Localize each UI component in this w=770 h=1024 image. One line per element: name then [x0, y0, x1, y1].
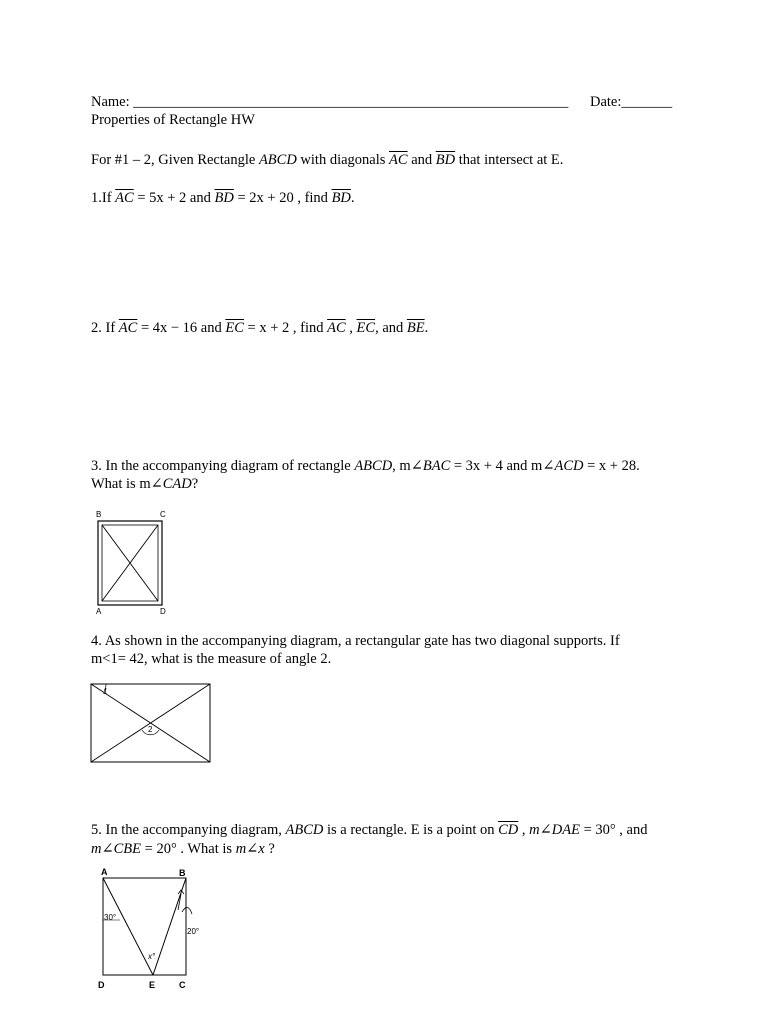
name-line	[91, 94, 568, 111]
date-blank: _______	[621, 94, 673, 110]
vertex-label-a: A	[101, 867, 108, 877]
segment-ac: $\overline{AC}$	[389, 152, 408, 168]
angle-2-label: 2	[148, 725, 153, 734]
vertex-label-d: D	[160, 607, 166, 616]
rectangle-diagram-q5	[92, 864, 214, 992]
vertex-label-d: D	[98, 980, 105, 990]
intro-text: For #1 – 2, Given Rectangle ABCD with diagonals $\overline{AC}$ and $\overline{BD}$ that intersect at E.	[91, 152, 564, 168]
angle-20-curve	[182, 907, 192, 914]
segment-be	[153, 878, 186, 975]
vertex-label-c: C	[160, 510, 166, 519]
vertex-label-b: B	[96, 510, 102, 519]
question-4-line2: m<1= 42, what is the measure of angle 2.	[91, 651, 332, 667]
angle-30-label: 30°	[104, 913, 117, 922]
question-5-line2: m∠CBE = 20° . What is m∠x ?	[91, 841, 275, 857]
worksheet-title: Properties of Rectangle HW	[91, 112, 255, 128]
question-5-line1: 5. In the accompanying diagram, ABCD is a rectangle. E is a point on $\overline{CD}$ , m∠DAE = 30° , and	[91, 822, 648, 838]
vertex-label-e: E	[149, 980, 156, 990]
question-3-line1: 3. In the accompanying diagram of rectangle ABCD, m∠BAC = 3x + 4 and m∠ACD = x + 28.	[91, 458, 640, 474]
name-blank: ____________________________________________________________	[133, 94, 569, 110]
vertex-label-c: C	[179, 980, 186, 990]
question-1: 1.If $\overline{AC} = 5x + 2$ and $\overline{BD} = 2x + 20$ , find $\overline{BD}$.	[91, 190, 355, 206]
vertex-label-a: A	[96, 607, 102, 616]
date-label: Date:	[590, 94, 622, 110]
question-2: 2. If $\overline{AC} = 4x - 16$ and $\overline{EC} = x + 2$ , find $\overline{AC}$ , $\overline{EC}$, and $\overline{BE}$.	[91, 320, 429, 336]
question-3-line2: What is m∠CAD?	[91, 476, 199, 492]
gate-diagram-q4	[90, 682, 212, 764]
rectangle-abcd	[103, 878, 186, 975]
date-line	[590, 94, 672, 111]
angle-20-label: 20°	[187, 927, 200, 936]
segment-ae	[103, 878, 153, 975]
name-label: Name:	[91, 94, 130, 110]
angle-x-label: x°	[148, 952, 156, 961]
angle-1-label: 1	[103, 687, 108, 696]
vertex-label-b: B	[179, 868, 186, 878]
segment-bd: $\overline{BD}$	[435, 152, 456, 168]
rectangle-diagram-q3	[88, 508, 178, 616]
question-4-line1: 4. As shown in the accompanying diagram, a rectangular gate has two diagonal supports. If	[91, 633, 620, 649]
